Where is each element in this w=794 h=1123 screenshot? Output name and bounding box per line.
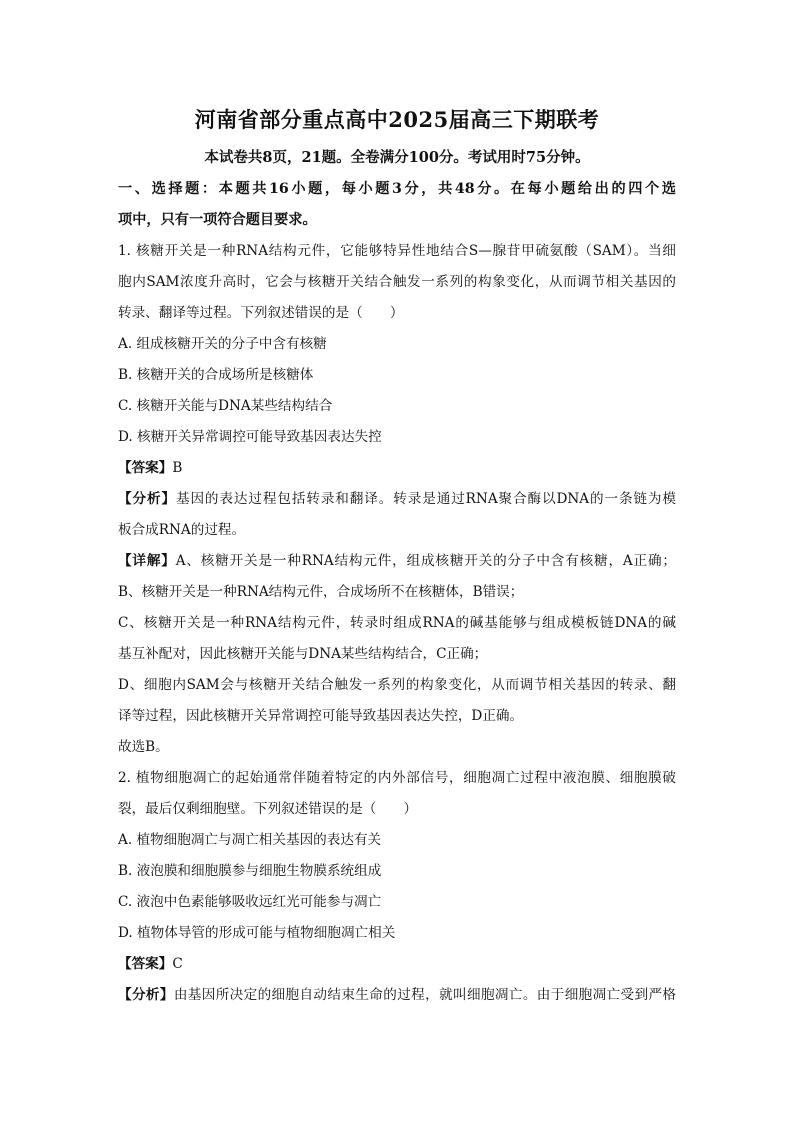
q1-option-d: D. 核糖开关异常调控可能导致基因表达失控 xyxy=(118,429,382,445)
answer-value: C xyxy=(172,956,183,972)
q2-stem: 2. 植物细胞凋亡的起始通常伴随着特定的内外部信号，细胞凋亡过程中液泡膜、细胞膜破 xyxy=(118,770,676,786)
q2-option-d: D. 植物体导管的形成可能与植物细胞凋亡相关 xyxy=(118,925,396,941)
q1-detail-d-cont: 译等过程，因此核糖开关异常调控可能导致基因表达失控，D正确。 xyxy=(118,708,524,724)
answer-tag: 【答案】 xyxy=(118,460,173,476)
q1-option-a: A. 组成核糖开关的分子中含有核糖 xyxy=(118,336,327,352)
q1-analysis xyxy=(118,484,676,515)
q1-detail-d: D、细胞内SAM会与核糖开关结合触发一系列的构象变化，从而调节相关基因的转录、翻 xyxy=(118,677,676,693)
q1-stem: 胞内SAM浓度升高时，它会与核糖开关结合触发一系列的构象变化，从而调节相关基因的 xyxy=(118,274,676,290)
q2-analysis xyxy=(118,980,676,1011)
section-heading-cont: 项中，只有一项符合题目要求。 xyxy=(118,212,317,228)
q1-answer xyxy=(118,453,676,484)
q1-stem: 1. 核糖开关是一种RNA结构元件，它能够特异性地结合S—腺苷甲硫氨酸（SAM）。当细 xyxy=(118,243,676,259)
q2-answer xyxy=(118,949,676,980)
analysis-tag: 【分析】 xyxy=(118,987,174,1003)
detail-text: A、核糖开关是一种RNA结构元件，组成核糖开关的分子中含有核糖，A正确； xyxy=(175,553,676,569)
section-heading: 一、选择题：本题共16小题，每小题3分，共48分。在每小题给出的四个选 xyxy=(118,181,676,197)
q1-detail-c: C、核糖开关是一种RNA结构元件，转录时组成RNA的碱基能够与组成模板链DNA的碱 xyxy=(118,615,676,631)
analysis-text: 基因的表达过程包括转录和翻译。转录是通过RNA聚合酶以DNA的一条链为模 xyxy=(175,491,676,507)
answer-tag: 【答案】 xyxy=(118,956,173,972)
q1-conclusion: 故选B。 xyxy=(118,739,169,755)
q1-stem: 转录、翻译等过程。下列叙述错误的是（ ） xyxy=(118,305,404,321)
q1-analysis-cont: 板合成RNA的过程。 xyxy=(118,522,246,538)
exam-info: 本试卷共8页，21题。全卷满分100分。考试用时75分钟。 xyxy=(204,149,590,166)
q2-option-c: C. 液泡中色素能够吸收远红光可能参与凋亡 xyxy=(118,894,382,910)
analysis-text: 由基因所决定的细胞自动结束生命的过程，就叫细胞凋亡。由于细胞凋亡受到严格 xyxy=(173,987,676,1003)
q2-stem: 裂，最后仅剩细胞壁。下列叙述错误的是（ ） xyxy=(118,801,418,817)
q2-option-a: A. 植物细胞凋亡与凋亡相关基因的表达有关 xyxy=(118,832,382,848)
analysis-tag: 【分析】 xyxy=(118,491,176,507)
q1-detail-c-cont: 基互补配对，因此核糖开关能与DNA某些结构结合，C正确； xyxy=(118,646,488,662)
q1-detail-b: B、核糖开关是一种RNA结构元件，合成场所不在核糖体，B错误； xyxy=(118,584,524,600)
q1-option-c: C. 核糖开关能与DNA某些结构结合 xyxy=(118,398,333,414)
detail-tag: 【详解】 xyxy=(118,553,176,569)
q1-option-b: B. 核糖开关的合成场所是核糖体 xyxy=(118,367,314,383)
answer-value: B xyxy=(172,460,183,476)
document-title: 河南省部分重点高中2025届高三下期联考 xyxy=(194,107,600,132)
q2-option-b: B. 液泡膜和细胞膜参与细胞生物膜系统组成 xyxy=(118,863,382,879)
q1-detail xyxy=(118,546,676,577)
document-body xyxy=(118,174,676,1011)
